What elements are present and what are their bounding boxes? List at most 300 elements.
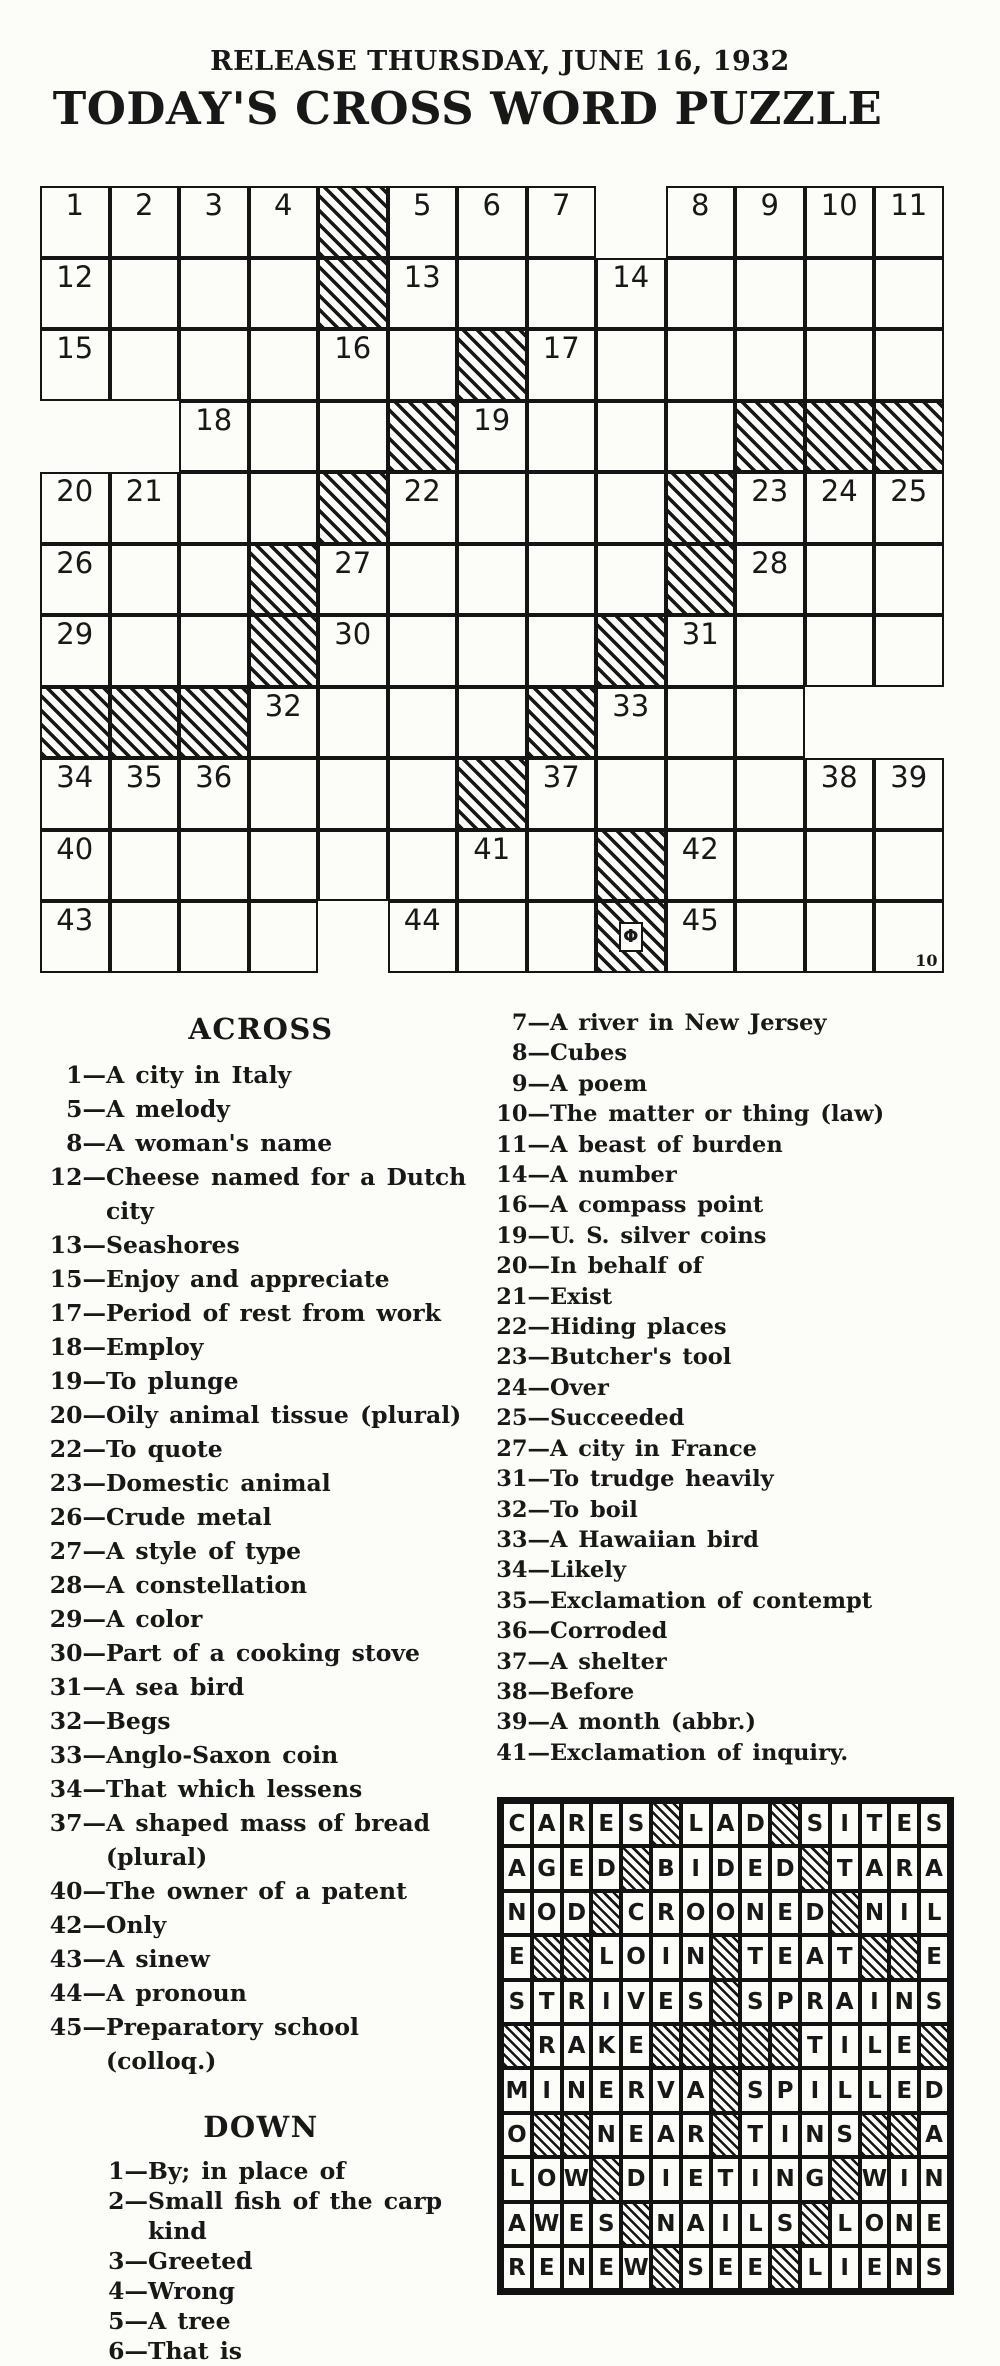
grid-cell: [874, 615, 944, 687]
clue-text: A number: [550, 1162, 677, 1189]
solution-black-cell: [711, 1935, 741, 1979]
solution-letter-cell: S: [919, 1802, 949, 1846]
solution-letter-cell: D: [711, 1846, 741, 1890]
solution-letter-cell: D: [591, 1846, 621, 1890]
grid-cell: [179, 901, 249, 973]
grid-cell: [40, 544, 110, 616]
grid-cell: [805, 329, 875, 401]
grid-cell: [457, 186, 527, 258]
cell-number: 2: [135, 188, 154, 222]
clue-number: 1—: [66, 1061, 106, 1089]
solution-black-cell: [681, 2024, 711, 2068]
solution-letter-cell: E: [621, 2113, 651, 2157]
solution-letter-cell: R: [621, 2068, 651, 2112]
clue-number: 19—: [496, 1222, 550, 1249]
grid-cell: [735, 186, 805, 258]
clue-text: A shelter: [550, 1648, 667, 1675]
across-clue-list: [46, 1058, 476, 2078]
clue-text: Corroded: [550, 1618, 668, 1645]
grid-cell: [110, 615, 180, 687]
solution-letter-cell: O: [532, 2157, 562, 2201]
clue-text: A Hawaiian bird: [550, 1526, 759, 1553]
grid-cell: [735, 830, 805, 902]
grid-cell: [805, 615, 875, 687]
solution-letter-cell: K: [591, 2024, 621, 2068]
cell-number: 16: [334, 331, 372, 365]
clue-number: 41—: [496, 1739, 550, 1766]
clue-down-19: [494, 1221, 980, 1251]
clue-down-5: [88, 2306, 476, 2336]
solution-letter-cell: I: [800, 2068, 830, 2112]
black-cell: [735, 401, 805, 473]
clue-number: 34—: [49, 1775, 106, 1803]
clue-down-6: [88, 2336, 476, 2366]
cell-number: 15: [56, 331, 94, 365]
cell-number: 14: [612, 259, 650, 294]
clue-down-21: [494, 1282, 980, 1312]
solution-letter-cell: M: [502, 2068, 532, 2112]
grid-cell: [110, 830, 180, 902]
solution-letter-cell: L: [740, 2202, 770, 2246]
solution-letter-cell: E: [591, 2246, 621, 2290]
clue-across-17: [46, 1296, 476, 1330]
solution-letter-cell: O: [681, 1891, 711, 1935]
solution-black-cell: [651, 1802, 681, 1846]
clue-number: 3—: [108, 2247, 148, 2275]
solution-letter-cell: E: [532, 2246, 562, 2290]
grid-cell: [666, 186, 736, 258]
solution-black-cell: [502, 2024, 532, 2068]
clue-down-31: [494, 1464, 980, 1494]
clue-across-5: [46, 1092, 476, 1126]
black-cell: [457, 758, 527, 830]
solution-letter-cell: R: [502, 2246, 532, 2290]
cell-number: 45: [681, 903, 719, 937]
clue-down-38: [494, 1677, 980, 1707]
page-number-note: 10: [915, 950, 938, 970]
solution-letter-cell: N: [889, 1980, 919, 2024]
solution-black-cell: [770, 1802, 800, 1846]
solution-letter-cell: N: [889, 2202, 919, 2246]
cell-number: 25: [890, 474, 928, 508]
clue-text: That which lessens: [106, 1775, 363, 1803]
solution-letter-cell: N: [889, 2246, 919, 2290]
grid-cell: [874, 544, 944, 616]
clue-down-24: [494, 1373, 980, 1403]
clue-across-1: [46, 1058, 476, 1092]
clue-number: 37—: [496, 1648, 550, 1675]
cell-number: 30: [334, 617, 372, 651]
solution-black-cell: [860, 2113, 890, 2157]
solution-black-cell: [651, 2024, 681, 2068]
grid-cell: [249, 901, 319, 973]
solution-letter-cell: L: [830, 2068, 860, 2112]
grid-cell: [179, 258, 249, 330]
grid-cell: [40, 472, 110, 544]
clue-across-8: [46, 1126, 476, 1160]
solution-letter-cell: A: [502, 2202, 532, 2246]
grid-cell: [527, 758, 597, 830]
grid-cell: [249, 186, 319, 258]
grid-cell: [179, 329, 249, 401]
grid-cell: [457, 544, 527, 616]
cell-number: 34: [56, 760, 94, 794]
clue-number: 7—: [511, 1010, 550, 1036]
solution-letter-cell: A: [860, 1846, 890, 1890]
clue-text: A sea bird: [106, 1673, 245, 1701]
cell-number: 8: [691, 188, 710, 222]
black-cell: [179, 687, 249, 759]
clue-text: To boil: [550, 1496, 638, 1523]
grid-cell: [874, 830, 944, 902]
grid-cell: [388, 830, 458, 902]
grid-cell: [318, 401, 388, 473]
solution-letter-cell: A: [919, 1846, 949, 1890]
black-cell: [249, 615, 319, 687]
clue-text: Cubes: [550, 1040, 627, 1067]
clue-text: A style of type: [106, 1537, 302, 1565]
solution-black-cell: [711, 2024, 741, 2068]
clue-text: Exist: [550, 1283, 613, 1310]
solution-letter-cell: I: [651, 2157, 681, 2201]
solution-letter-cell: P: [770, 1980, 800, 2024]
clue-down-4: [88, 2276, 476, 2306]
solution-letter-cell: S: [800, 1802, 830, 1846]
solution-letter-cell: T: [800, 2024, 830, 2068]
solution-black-cell: [532, 2113, 562, 2157]
cell-number: 1: [65, 188, 84, 222]
clue-number: 45—: [49, 2013, 106, 2041]
clue-number: 42—: [49, 1911, 106, 1939]
solution-letter-cell: E: [621, 2024, 651, 2068]
grid-cell: [40, 615, 110, 687]
grid-cell: [527, 901, 597, 973]
grid-cell: [249, 830, 319, 902]
clue-across-26: [46, 1500, 476, 1534]
cell-number: 22: [403, 474, 441, 508]
clue-down-27: [494, 1434, 980, 1464]
grid-cell: [249, 687, 319, 759]
clue-text: Seashores: [106, 1231, 240, 1259]
grid-cell: [40, 901, 110, 973]
clue-number: 23—: [49, 1469, 106, 1497]
grid-cell: [805, 758, 875, 830]
clue-text: A shaped mass of bread (plural): [106, 1809, 431, 1871]
clue-number: 22—: [49, 1435, 106, 1463]
solution-letter-cell: W: [532, 2202, 562, 2246]
clue-text: A constellation: [106, 1571, 308, 1599]
grid-cell: [735, 258, 805, 330]
clue-across-12: [46, 1160, 476, 1228]
solution-letter-cell: D: [919, 2068, 949, 2112]
solution-letter-cell: N: [770, 2157, 800, 2201]
clue-down-7: [494, 1008, 980, 1038]
clue-number: 15—: [49, 1265, 106, 1293]
black-cell: [666, 544, 736, 616]
clue-text: To trudge heavily: [550, 1466, 774, 1493]
clue-text: Part of a cooking stove: [106, 1639, 420, 1667]
clue-number: 13—: [49, 1231, 106, 1259]
solution-letter-cell: E: [740, 1846, 770, 1890]
clue-text: U. S. silver coins: [550, 1222, 767, 1249]
solution-letter-cell: L: [591, 1935, 621, 1979]
cell-number: 31: [681, 617, 719, 651]
cell-number: 17: [542, 331, 580, 365]
clue-number: 32—: [496, 1496, 550, 1523]
clue-number: 16—: [496, 1192, 550, 1219]
clue-text: To quote: [106, 1435, 223, 1463]
grid-cell: [457, 687, 527, 759]
clue-across-18: [46, 1330, 476, 1364]
solution-letter-cell: A: [651, 2113, 681, 2157]
clue-number: 31—: [49, 1673, 106, 1701]
solution-black-cell: [591, 2157, 621, 2201]
black-cell: [318, 472, 388, 544]
grid-cell: [735, 329, 805, 401]
black-cell: [318, 186, 388, 258]
cell-number: 43: [56, 903, 94, 937]
solution-letter-cell: T: [860, 1802, 890, 1846]
grid-cell: [666, 329, 736, 401]
cell-number: 44: [403, 903, 441, 937]
grid-cell: [388, 544, 458, 616]
solution-letter-cell: E: [562, 1846, 592, 1890]
solution-letter-cell: L: [681, 1802, 711, 1846]
solution-letter-cell: E: [860, 2246, 890, 2290]
grid-cell: [179, 615, 249, 687]
cell-number: 40: [56, 831, 94, 866]
grid-cell: [596, 258, 666, 330]
solution-letter-cell: A: [562, 2024, 592, 2068]
solution-letter-cell: I: [770, 2113, 800, 2157]
solution-letter-cell: E: [919, 1935, 949, 1979]
grid-cell: [40, 758, 110, 830]
clue-text: A month (abbr.): [550, 1709, 757, 1736]
clue-text: A river in New Jersey: [550, 1010, 827, 1036]
grid-cell: [805, 830, 875, 902]
grid-cell: [110, 758, 180, 830]
solution-letter-cell: T: [532, 1980, 562, 2024]
solution-letter-cell: I: [830, 1802, 860, 1846]
grid-cell: [527, 544, 597, 616]
cell-number: 39: [890, 760, 928, 794]
cell-number: 32: [264, 688, 302, 723]
grid-cell: [388, 901, 458, 973]
grid-cell: [388, 186, 458, 258]
clue-text: A city in Italy: [106, 1061, 292, 1089]
grid-cell: [874, 329, 944, 401]
solution-letter-cell: D: [770, 1846, 800, 1890]
cell-number: 12: [56, 259, 94, 294]
clue-text: By; in place of: [148, 2157, 346, 2185]
clue-down-35: [494, 1586, 980, 1616]
grid-cell: [805, 544, 875, 616]
solution-letter-cell: I: [591, 1980, 621, 2024]
solution-letter-cell: N: [919, 2157, 949, 2201]
clue-across-42: [46, 1908, 476, 1942]
clue-down-36: [494, 1616, 980, 1646]
black-cell: [527, 687, 597, 759]
clue-number: 35—: [496, 1587, 550, 1614]
solution-letter-cell: I: [532, 2068, 562, 2112]
cell-number: 3: [204, 188, 223, 222]
solution-black-cell: [919, 2024, 949, 2068]
clue-across-44: [46, 1976, 476, 2010]
clue-number: 12—: [49, 1163, 106, 1191]
clue-text: Preparatory school (colloq.): [106, 2013, 359, 2075]
cell-number: 33: [612, 688, 650, 723]
clue-down-25: [494, 1403, 980, 1433]
clue-text: In behalf of: [550, 1253, 703, 1280]
solution-letter-cell: N: [860, 1891, 890, 1935]
solution-letter-cell: A: [919, 2113, 949, 2157]
clue-number: 14—: [496, 1162, 550, 1189]
grid-cell: [666, 687, 736, 759]
grid-cell: [666, 758, 736, 830]
clue-text: Cheese named for a Dutch city: [106, 1163, 467, 1225]
clue-down-9: [494, 1069, 980, 1099]
solution-letter-cell: E: [651, 1980, 681, 2024]
clue-number: 18—: [49, 1333, 106, 1361]
solution-black-cell: [770, 2246, 800, 2290]
solution-black-cell: [830, 1891, 860, 1935]
solution-letter-cell: S: [919, 2246, 949, 2290]
clue-text: Over: [550, 1374, 609, 1401]
clue-number: 9—: [511, 1070, 550, 1097]
black-cell: [596, 615, 666, 687]
clue-text: A melody: [106, 1095, 230, 1123]
cell-number: 24: [820, 474, 858, 508]
black-cell: [249, 544, 319, 616]
black-cell: [40, 687, 110, 759]
black-cell: [666, 472, 736, 544]
clue-number: 31—: [496, 1466, 550, 1493]
solution-letter-cell: P: [770, 2068, 800, 2112]
solution-black-cell: [889, 1935, 919, 1979]
cell-number: 23: [751, 474, 789, 508]
grid-cell: [40, 329, 110, 401]
clue-number: 38—: [496, 1678, 550, 1705]
grid-cell: [179, 186, 249, 258]
grid-cell: [110, 544, 180, 616]
clue-number: 20—: [496, 1253, 550, 1280]
grid-cell: [874, 901, 944, 973]
grid-cell: [388, 329, 458, 401]
clue-down-10: [494, 1099, 980, 1129]
clue-number: 6—: [108, 2337, 148, 2365]
solution-letter-cell: N: [681, 1935, 711, 1979]
grid-cell: [735, 901, 805, 973]
cell-number: 13: [403, 259, 441, 294]
clue-text: Period of rest from work: [106, 1299, 441, 1327]
solution-letter-cell: L: [830, 2202, 860, 2246]
solution-letter-cell: L: [860, 2068, 890, 2112]
solution-letter-cell: R: [562, 1980, 592, 2024]
solution-letter-cell: E: [502, 1935, 532, 1979]
solution-letter-cell: R: [681, 2113, 711, 2157]
cell-number: 4: [274, 188, 293, 222]
clue-down-32: [494, 1495, 980, 1525]
clue-text: Crude metal: [106, 1503, 272, 1531]
solution-letter-cell: C: [502, 1802, 532, 1846]
solution-letter-cell: L: [919, 1891, 949, 1935]
clue-across-37: [46, 1806, 476, 1874]
clue-number: 36—: [496, 1618, 550, 1645]
solution-black-cell: [562, 1935, 592, 1979]
solution-letter-cell: N: [562, 2246, 592, 2290]
black-cell: [457, 329, 527, 401]
clue-number: 40—: [49, 1877, 106, 1905]
clue-number: 34—: [496, 1557, 550, 1584]
solution-black-cell: [711, 2068, 741, 2112]
grid-cell: [40, 186, 110, 258]
solution-letter-cell: S: [681, 1980, 711, 2024]
grid-cell: [805, 901, 875, 973]
clue-down-8: [494, 1038, 980, 1068]
grid-cell: [110, 329, 180, 401]
clue-number: 26—: [49, 1503, 106, 1531]
clue-number: 4—: [108, 2277, 148, 2305]
clue-down-20: [494, 1251, 980, 1281]
cell-number: 38: [820, 760, 858, 794]
solution-letter-cell: S: [591, 2202, 621, 2246]
black-cell: [596, 901, 666, 973]
cell-number: 27: [334, 545, 372, 580]
clue-text: Before: [550, 1678, 635, 1705]
cell-number: 37: [542, 760, 580, 794]
grid-cell: [735, 472, 805, 544]
clue-number: 8—: [66, 1129, 106, 1157]
clue-text: A tree: [148, 2307, 231, 2335]
clue-number: 25—: [496, 1405, 550, 1432]
solution-letter-cell: T: [711, 2157, 741, 2201]
solution-letter-cell: W: [860, 2157, 890, 2201]
solution-letter-cell: R: [800, 1980, 830, 2024]
clue-down-14: [494, 1160, 980, 1190]
grid-cell: [527, 401, 597, 473]
clue-number: 24—: [496, 1374, 550, 1401]
grid-cell: [388, 258, 458, 330]
clue-text: Succeeded: [550, 1405, 685, 1432]
solution-letter-cell: E: [711, 2246, 741, 2290]
black-cell: [805, 401, 875, 473]
cell-number: 6: [482, 188, 501, 222]
solution-letter-cell: E: [740, 2246, 770, 2290]
clue-text: A city in France: [550, 1435, 757, 1462]
clue-number: 1—: [108, 2157, 148, 2185]
across-heading: ACROSS: [188, 1012, 334, 1046]
clue-number: 33—: [49, 1741, 106, 1769]
cell-number: 35: [125, 760, 163, 794]
solution-letter-cell: L: [860, 2024, 890, 2068]
clue-number: 10—: [496, 1101, 550, 1128]
clue-text: Oily animal tissue (plural): [106, 1401, 462, 1429]
grid-cell: [249, 329, 319, 401]
solution-letter-cell: R: [532, 2024, 562, 2068]
grid-cell: [388, 687, 458, 759]
grid-cell: [249, 401, 319, 473]
solution-letter-cell: E: [770, 1891, 800, 1935]
solution-letter-cell: L: [502, 2157, 532, 2201]
solution-black-cell: [830, 2157, 860, 2201]
grid-cell: [318, 329, 388, 401]
grid-cell: [805, 186, 875, 258]
grid-cell: [527, 329, 597, 401]
grid-cell: [388, 758, 458, 830]
grid-cell: [249, 258, 319, 330]
solution-letter-cell: N: [502, 1891, 532, 1935]
grid-cell: [179, 830, 249, 902]
